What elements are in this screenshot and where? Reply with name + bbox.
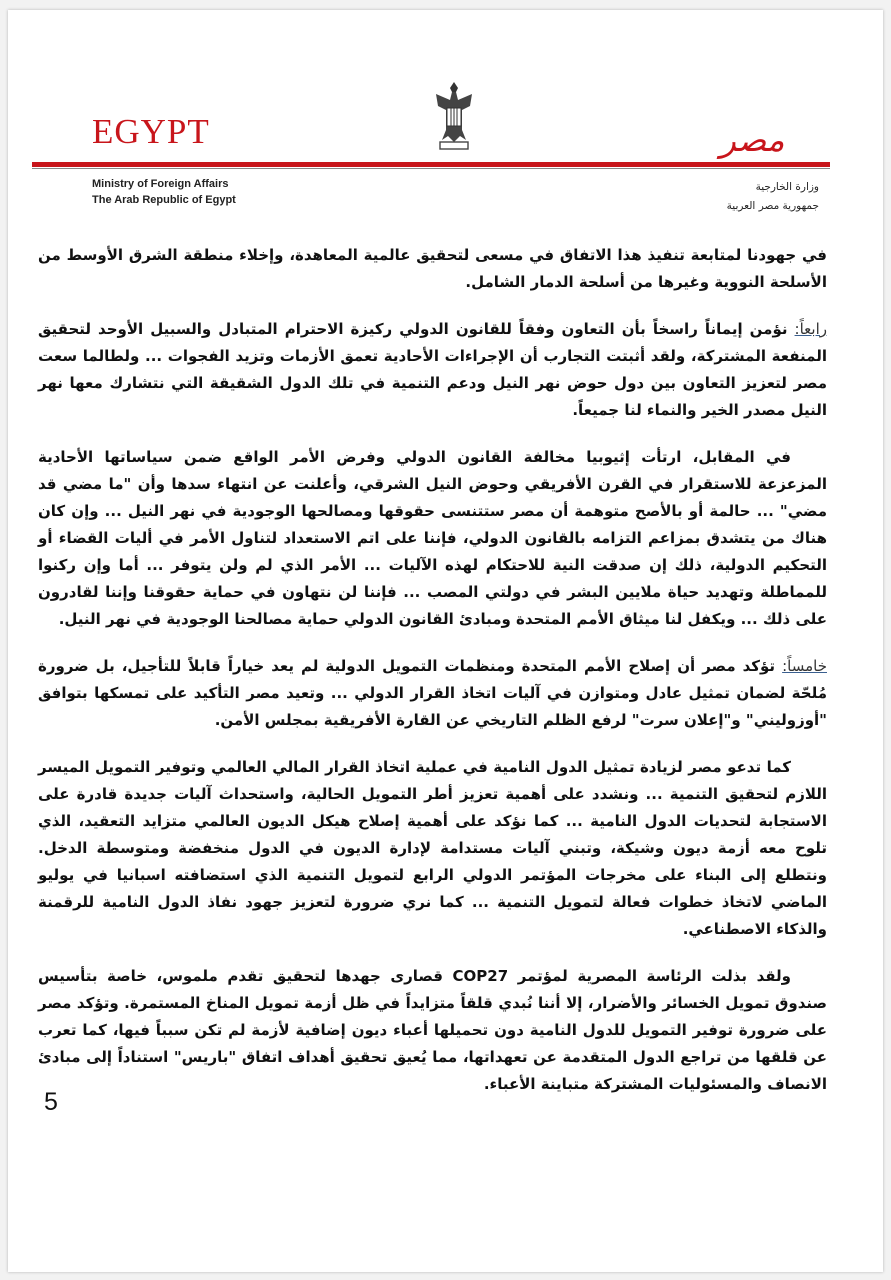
header-divider-thin [32, 168, 830, 169]
paragraph-4-text: تؤكد مصر أن إصلاح الأمم المتحدة ومنظمات التمويل الدولية لم يعد خياراً قابلاً للتأجيل، بل ضرورة مُلحّة لضمان تمثيل عادل ومتوازن في آليات اتخاذ القرار الدولي ... وتعيد مصر التأكيد على تمسكها بتوافق "أوزوليني" و"إعلان سرت" لرفع الظلم التاريخي عن القارة الأفريقية بمجلس الأمن. [38, 657, 827, 729]
paragraph-5: كما تدعو مصر لزيادة تمثيل الدول النامية في عملية اتخاذ القرار المالي العالمي وتوفير التمويل الميسر اللازم لتحقيق التنمية ... ونشدد على أهمية تعزيز أطر التمويل الحالية، واستحداث آليات جديدة قادرة على الاستجابة لتحديات الدول النامية ... كما نؤكد على أهمية إصلاح هيكل الديون العالمي متزايد التعقيد، الذي تلوح معه أزمة ديون وشيكة، وتبني آليات مستدامة لإدارة الديون في الدول منخفضة ومتوسطة الدخل. ونتطلع إلى البناء على مخرجات المؤتمر الدولي الرابع لتمويل التنمية الذي استضافته اسبانيا في يوليو الماضي لاتخاذ خطوات فعالة لتمويل التنمية ... كما نري ضرورة لتعزيز جهود نفاذ الدول النامية للرقمنة والذكاء الاصطناعي. [38, 758, 827, 938]
paragraph-6: ولقد بذلت الرئاسة المصرية لمؤتمر COP27 قصارى جهدها لتحقيق تقدم ملموس، خاصة بتأسيس صندوق تمويل الخسائر والأضرار، إلا أننا نُبدي قلقاً متزايداً في ظل أزمة تمويل المناخ المستمرة. وتؤكد مصر على ضرورة توفير التمويل للدول النامية دون تحميلها أعباء ديون إضافية لأزمة لم تكن سبباً فيها، كما تعرب عن قلقها من تراجع الدول المتقدمة عن تعهداتها، مما يُعيق تحقيق أهداف اتفاق "باريس" استناداً إلى مبادئ الانصاف والمسئوليات المشتركة متباينة الأعباء. [38, 967, 827, 1093]
document-page [8, 10, 883, 1272]
header-divider [32, 162, 830, 167]
ministry-en-line1: Ministry of Foreign Affairs [92, 178, 229, 190]
paragraph-4-lead: خامساً: [782, 657, 827, 675]
logo-egypt-en: EGYPT [92, 112, 210, 151]
paragraph-4 [38, 653, 827, 734]
paragraph-3: في المقابل، ارتأت إثيوبيا مخالفة القانون الدولي وفرض الأمر الواقع ضمن سياساتها الأحادية المزعزعة للاستقرار في القرن الأفريقي وحوض النيل الشرقي، وأعلنت عن انتهاء سدها وأن "ما مضي قد مضي" ... حالمة أو بالأصح متوهمة أن مصر ستتنسى حقوقها ومصالحها الوجودية في نهر النيل ... وإن كان هناك من يتشدق بمزاعم التزامه بالقانون الدولي، فإننا على اتم الاستعداد لتناول الأمر في أليات القضاء أو التحكيم الدولية، ذلك إن صدقت النية للاحتكام لهذه الآليات ... الأمر الذي لم ولن يتوفر ... أما وإن ركنوا للمماطلة وتهديد حياة ملايين البشر في دولتي المصب ... فإننا لن نتهاون في حماية حقوقنا وإننا لقادرون على ذلك ... ويكفل لنا ميثاق الأمم المتحدة ومبادئ القانون الدولي حماية مصالحنا الوجودية في نهر النيل. [38, 448, 827, 628]
ministry-en-line2: The Arab Republic of Egypt [92, 194, 236, 206]
paragraph-2-lead: رابعاً: [794, 320, 827, 338]
logo-egypt-ar: مصر [720, 120, 785, 159]
eagle-crest-icon [432, 80, 476, 152]
ministry-ar-line1: وزارة الخارجية [755, 181, 819, 193]
page-number: 5 [44, 1088, 58, 1116]
paragraph-2-text: نؤمن إيماناً راسخاً بأن التعاون وفقاً للقانون الدولي ركيزة الاحترام المتبادل والسبيل الأوحد لتحقيق المنفعة المشتركة، ولقد أثبتت التجارب أن الإجراءات الأحادية تعمق الأزمات وتزيد الفجوات ... ولطالما سعت مصر لتعزيز التعاون بين دول حوض نهر النيل ودعم التنمية في تلك الدول الشقيقة التي نتشارك معها نهر النيل مصدر الخير والنماء لنا جميعاً. [38, 320, 827, 419]
ministry-name-ar [727, 178, 819, 216]
ministry-name-en [92, 176, 236, 208]
paragraph-2 [38, 316, 827, 424]
ministry-ar-line2: جمهورية مصر العربية [726, 200, 819, 212]
document-body [38, 242, 827, 1118]
paragraph-1: في جهودنا لمتابعة تنفيذ هذا الاتفاق في مسعى لتحقيق عالمية المعاهدة، وإخلاء منطقة الشرق الأوسط من الأسلحة النووية وغيرها من أسلحة الدمار الشامل. [38, 246, 827, 291]
